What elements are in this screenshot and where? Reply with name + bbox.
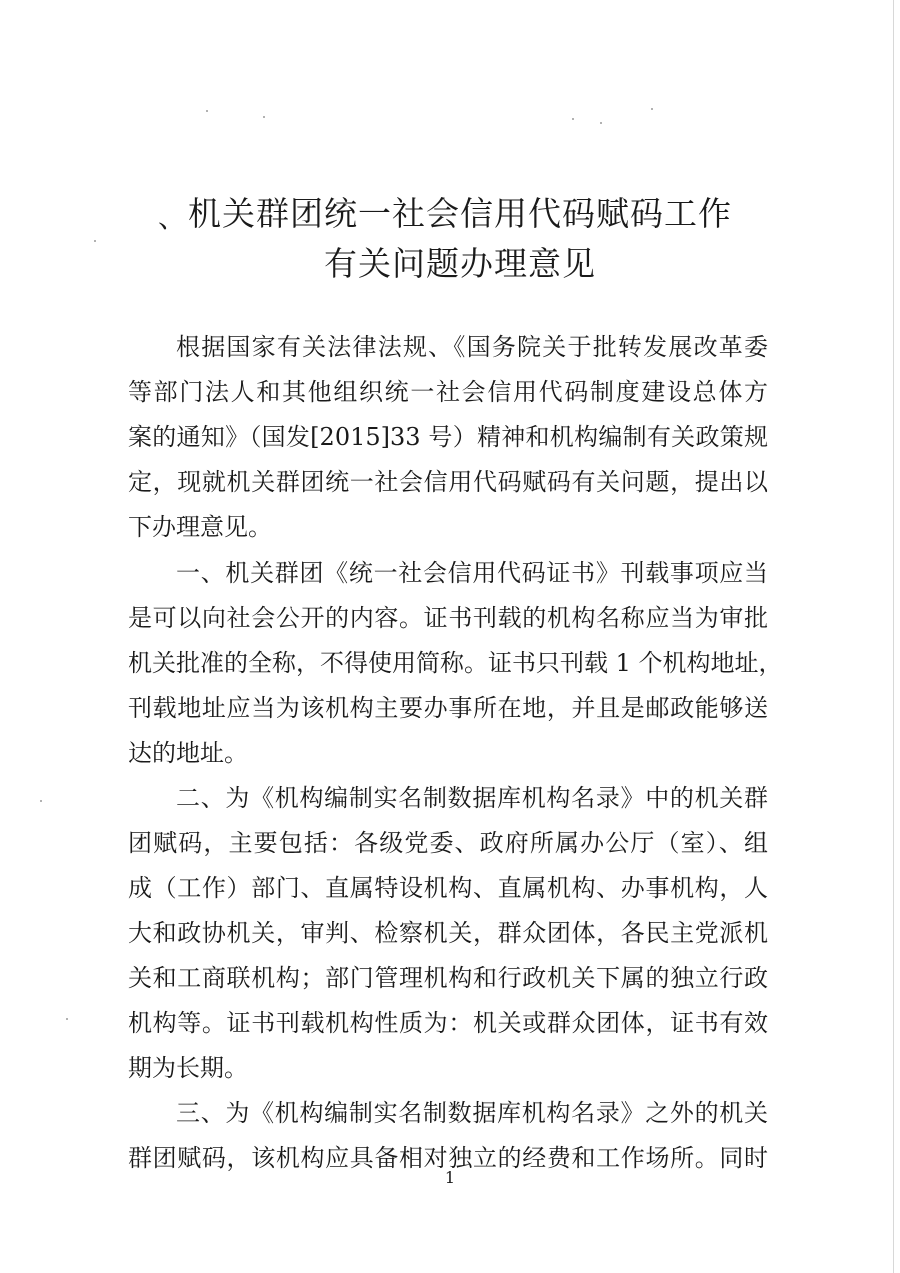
paragraph-3-line: 关和工商联机构；部门管理机构和行政机关下属的独立行政	[128, 964, 768, 992]
page-number: 1	[444, 1168, 456, 1187]
document-title-line-1: 机关群团统一社会信用代码赋码工作	[188, 194, 732, 233]
scan-speck	[40, 800, 42, 802]
paragraph-1-line: 根据国家有关法律法规、《国务院关于批转发展改革委	[176, 333, 768, 361]
paragraph-1-line: 案的通知》（国发[2015]33 号）精神和机构编制有关政策规	[128, 423, 768, 451]
paragraph-3-line: 机构等。证书刊载机构性质为：机关或群众团体，证书有效	[128, 1009, 768, 1037]
paragraph-2-line: 达的地址。	[128, 739, 248, 767]
paragraph-3-line: 大和政协机关，审判、检察机关，群众团体，各民主党派机	[128, 919, 768, 947]
scan-speck	[572, 118, 574, 120]
paragraph-2-line: 机关批准的全称，不得使用简称。证书只刊载 1 个机构地址，	[128, 649, 783, 677]
paragraph-4-line: 群团赋码，该机构应具备相对独立的经费和工作场所。同时	[128, 1144, 768, 1172]
scan-speck	[206, 110, 208, 112]
paragraph-3-line: 团赋码，主要包括：各级党委、政府所属办公厅（室）、组	[128, 829, 768, 857]
paragraph-1-line: 定，现就机关群团统一社会信用代码赋码有关问题，提出以	[128, 468, 768, 496]
title-mark: 、	[158, 201, 187, 234]
paragraph-2-line: 刊载地址应当为该机构主要办事所在地，并且是邮政能够送	[128, 694, 768, 722]
scan-speck	[66, 1018, 68, 1020]
paragraph-3-line: 期为长期。	[128, 1054, 248, 1082]
paragraph-4-line: 三、为《机构编制实名制数据库机构名录》之外的机关	[176, 1099, 768, 1127]
paragraph-1-line: 等部门法人和其他组织统一社会信用代码制度建设总体方	[128, 378, 768, 406]
paragraph-1-line: 下办理意见。	[128, 513, 272, 541]
scan-speck	[263, 116, 265, 118]
paragraph-3-line: 二、为《机构编制实名制数据库机构名录》中的机关群	[176, 784, 768, 812]
scan-speck	[651, 108, 653, 110]
scan-speck	[600, 122, 602, 124]
paragraph-2-line: 是可以向社会公开的内容。证书刊载的机构名称应当为审批	[128, 604, 768, 632]
document-title-line-2: 有关问题办理意见	[324, 244, 596, 283]
paragraph-3-line: 成（工作）部门、直属特设机构、直属机构、办事机构，人	[128, 874, 768, 902]
paragraph-2-line: 一、机关群团《统一社会信用代码证书》刊载事项应当	[176, 559, 768, 587]
